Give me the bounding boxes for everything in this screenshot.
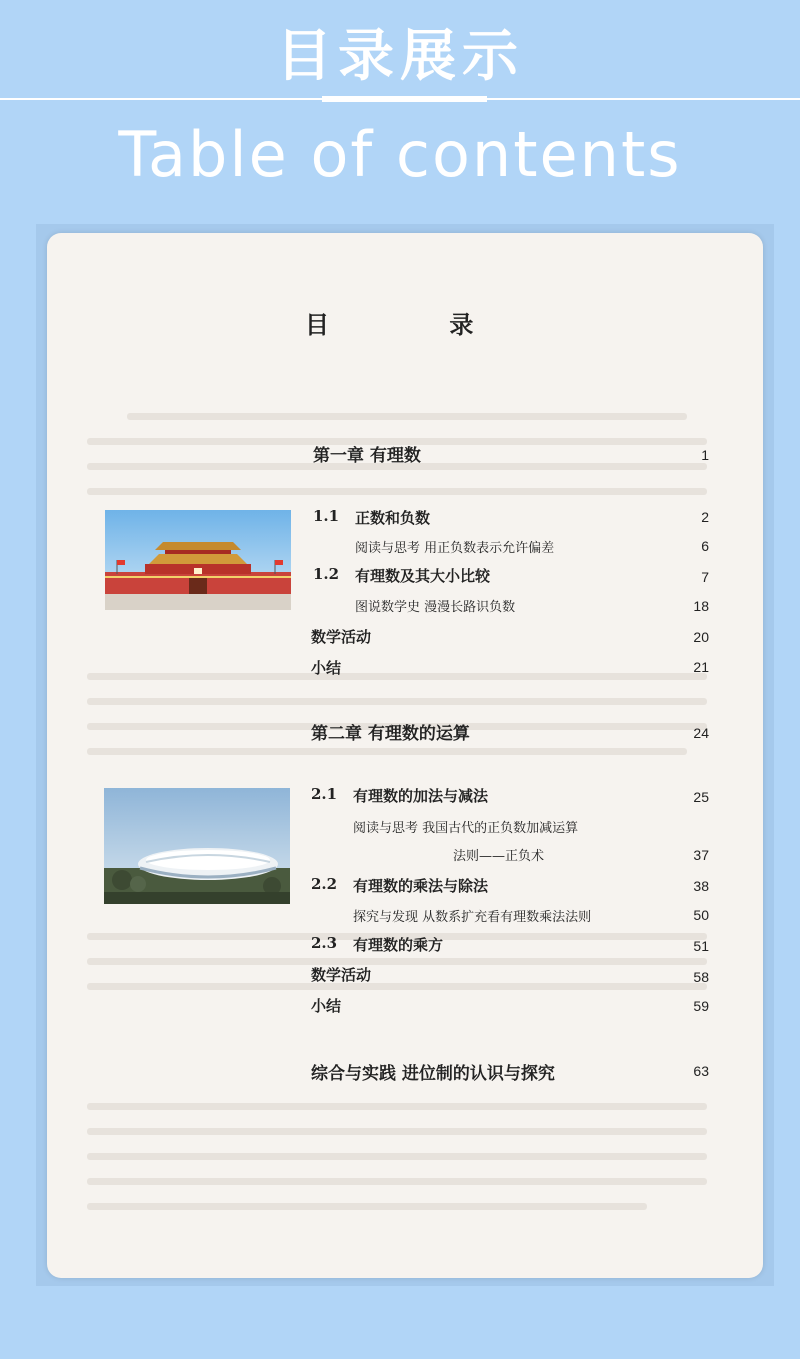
toc-section-number: 2.1 bbox=[311, 785, 338, 803]
book-page bbox=[47, 233, 763, 1278]
bleed-line bbox=[87, 1178, 707, 1185]
toc-subsection-title: 法则——正负术 bbox=[453, 849, 545, 864]
toc-section-title: 正数和负数 bbox=[355, 509, 431, 527]
toc-page-number: 6 bbox=[701, 538, 709, 554]
toc-page-number: 1 bbox=[701, 447, 709, 463]
toc-subsection-title: 阅读与思考 用正负数表示允许偏差 bbox=[355, 541, 555, 556]
header-accent-bar bbox=[322, 96, 487, 102]
toc-section-number: 2.2 bbox=[311, 875, 338, 893]
bleed-line bbox=[87, 1153, 707, 1160]
toc-practice-title: 综合与实践 进位制的认识与探究 bbox=[311, 1064, 555, 1084]
toc-section-number: 1.2 bbox=[313, 565, 340, 583]
toc-page-number: 24 bbox=[693, 725, 709, 741]
toc-chapter-title: 第二章 有理数的运算 bbox=[311, 724, 470, 744]
toc-subsection-title: 图说数学史 漫漫长路识负数 bbox=[355, 600, 516, 615]
toc-page-number: 37 bbox=[693, 847, 709, 863]
toc-chapter-title: 第一章 有理数 bbox=[313, 446, 421, 466]
tiananmen-photo bbox=[105, 510, 291, 610]
toc-section-title: 数学活动 bbox=[311, 628, 372, 646]
toc-section-number: 2.3 bbox=[311, 934, 338, 952]
toc-page-number: 20 bbox=[693, 629, 709, 645]
bleed-line bbox=[87, 748, 687, 755]
header-title: 目录展示 bbox=[276, 24, 524, 89]
toc-section-title: 小结 bbox=[311, 659, 342, 677]
bleed-line bbox=[87, 983, 707, 990]
toc-page-number: 2 bbox=[701, 509, 709, 525]
toc-section-title: 有理数的乘方 bbox=[353, 936, 444, 954]
stadium-photo bbox=[104, 788, 290, 904]
toc-section-title: 有理数及其大小比较 bbox=[355, 567, 491, 585]
bleed-line bbox=[87, 1128, 707, 1135]
bleed-line bbox=[87, 488, 707, 495]
toc-section-title: 小结 bbox=[311, 997, 342, 1015]
toc-heading: 目 录 bbox=[305, 310, 530, 339]
toc-page-number: 63 bbox=[693, 1063, 709, 1079]
toc-page-number: 21 bbox=[693, 659, 709, 675]
header-subtitle: Table of contents bbox=[118, 118, 682, 191]
bleed-line bbox=[87, 673, 707, 680]
bleed-line bbox=[87, 1203, 647, 1210]
toc-subsection-title: 探究与发现 从数系扩充看有理数乘法法则 bbox=[353, 910, 592, 925]
toc-page-number: 38 bbox=[693, 878, 709, 894]
toc-subsection-title: 阅读与思考 我国古代的正负数加减运算 bbox=[353, 821, 579, 836]
toc-section-title: 有理数的乘法与除法 bbox=[353, 877, 489, 895]
toc-page-number: 59 bbox=[693, 998, 709, 1014]
bleed-line bbox=[87, 698, 707, 705]
bleed-line bbox=[87, 958, 707, 965]
toc-section-number: 1.1 bbox=[313, 507, 340, 525]
bleed-line bbox=[87, 1103, 707, 1110]
toc-page-number: 50 bbox=[693, 907, 709, 923]
toc-page-number: 51 bbox=[693, 938, 709, 954]
toc-page-number: 58 bbox=[693, 969, 709, 985]
toc-section-title: 有理数的加法与减法 bbox=[353, 787, 489, 805]
toc-page-number: 18 bbox=[693, 598, 709, 614]
toc-section-title: 数学活动 bbox=[311, 966, 372, 984]
bleed-line bbox=[127, 413, 687, 420]
toc-page-number: 25 bbox=[693, 789, 709, 805]
toc-page-number: 7 bbox=[701, 569, 709, 585]
